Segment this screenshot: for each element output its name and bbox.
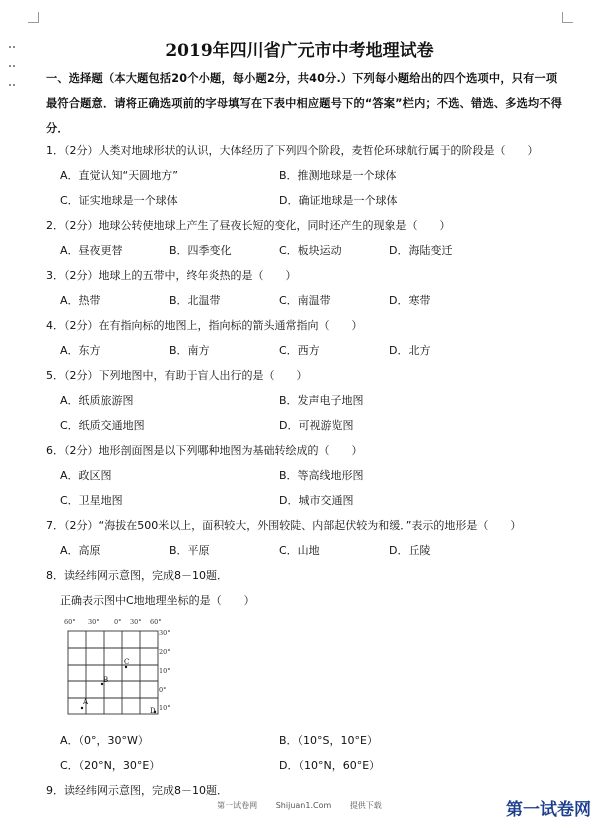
option-7d: D．丘陵 (389, 544, 431, 557)
top-label: 30° (88, 618, 100, 626)
option-4d: D．北方 (389, 344, 431, 357)
option-6a: A．政区图 (60, 469, 112, 482)
footer-site-name: 第一试卷网 (217, 801, 258, 810)
right-label: 0° (159, 686, 167, 694)
right-label: 10° (159, 667, 171, 675)
option-3b: B．北温带 (169, 294, 221, 307)
point-label: D (150, 707, 156, 715)
option-2c: C．板块运动 (279, 244, 342, 257)
question-8: 8．读经纬网示意图，完成8－10题． (46, 569, 228, 582)
option-6b: B．等高线地形图 (279, 469, 364, 482)
question-1: 1．（2分）人类对地球形状的认识，大体经历了下列四个阶段，麦哲伦环球航行属于的阶段是（ ） (46, 144, 539, 157)
option-2d: D．海陆变迁 (389, 244, 453, 257)
question-4: 4．（2分）在有指向标的地图上，指向标的箭头通常指向（ ） (46, 319, 363, 332)
point-label: A (83, 698, 89, 706)
site-watermark: 第一试卷网 (506, 800, 591, 820)
option-5a: A．纸质旅游图 (60, 394, 134, 407)
option-1b: B．推测地球是一个球体 (279, 169, 397, 182)
option-5b: B．发声电子地图 (279, 394, 364, 407)
point-label: B (103, 676, 109, 684)
footer-download: 提供下载 (349, 801, 382, 810)
question-5: 5．（2分）下列地图中，有助于盲人出行的是（ ） (46, 369, 308, 382)
option-8c: C．（20°N，30°E） (60, 759, 161, 772)
option-4a: A．东方 (60, 344, 101, 357)
graticule-map (58, 614, 178, 722)
option-7b: B．平原 (169, 544, 210, 557)
point-label: C (124, 658, 130, 666)
right-label: 10° (159, 704, 171, 712)
question-6: 6．（2分）地形剖面图是以下列哪种地图为基础转绘成的（ ） (46, 444, 363, 457)
footer-site-url[interactable]: Shijuan1.Com (275, 801, 332, 810)
right-label: 20° (159, 648, 171, 656)
top-label: 30° (130, 618, 142, 626)
section-header: 一、选择题（本大题包括20个小题，每小题2分，共40分.）下列每小题给出的四个选项中，只有一项最符合题意．请将正确选项前的字母填写在下表中相应题号下的“答案”栏内；不选、错选、多选均不得分． (46, 72, 563, 135)
question-2: 2．（2分）地球公转使地球上产生了昼夜长短的变化，同时还产生的现象是（ ） (46, 219, 451, 232)
option-2b: B．四季变化 (169, 244, 232, 257)
page-corner-mark (562, 12, 573, 23)
option-6d: D．城市交通图 (279, 494, 354, 507)
question-3: 3．（2分）地球上的五带中，终年炎热的是（ ） (46, 269, 297, 282)
option-5c: C．纸质交通地图 (60, 419, 145, 432)
graticule-map-svg (58, 614, 178, 722)
option-1a: A．直觉认知“天圆地方” (60, 169, 178, 182)
point-c (125, 666, 127, 668)
right-label: 30° (159, 629, 171, 637)
question-9: 9．读经纬网示意图，完成8－10题． (46, 784, 228, 797)
option-3d: D．寒带 (389, 294, 431, 307)
top-label: 0° (114, 618, 122, 626)
question-8-sub: 正确表示图中C地地理坐标的是（ ） (60, 594, 255, 607)
page-corner-mark (28, 12, 39, 23)
page-title: 2019年四川省广元市中考地理试卷 (165, 41, 434, 61)
question-7: 7．（2分）“海拔在500米以上，面积较大，外围较陡、内部起伏较为和缓．”表示的地形是（ ） (46, 519, 522, 532)
option-6c: C．卫星地图 (60, 494, 123, 507)
option-8a: A．（0°，30°W） (60, 734, 149, 747)
option-2a: A．昼夜更替 (60, 244, 123, 257)
grid-border (68, 631, 158, 714)
option-5d: D．可视游览图 (279, 419, 354, 432)
option-1c: C．证实地球是一个球体 (60, 194, 178, 207)
option-3a: A．热带 (60, 294, 101, 307)
top-label: 60° (64, 618, 76, 626)
option-4b: B．南方 (169, 344, 210, 357)
option-7c: C．山地 (279, 544, 320, 557)
option-1d: D．确证地球是一个球体 (279, 194, 398, 207)
option-8d: D．（10°N，60°E） (279, 759, 381, 772)
point-a (81, 707, 83, 709)
option-4c: C．西方 (279, 344, 320, 357)
top-label: 60° (150, 618, 162, 626)
option-3c: C．南温带 (279, 294, 331, 307)
option-8b: B．（10°S，10°E） (279, 734, 378, 747)
option-7a: A．高原 (60, 544, 101, 557)
